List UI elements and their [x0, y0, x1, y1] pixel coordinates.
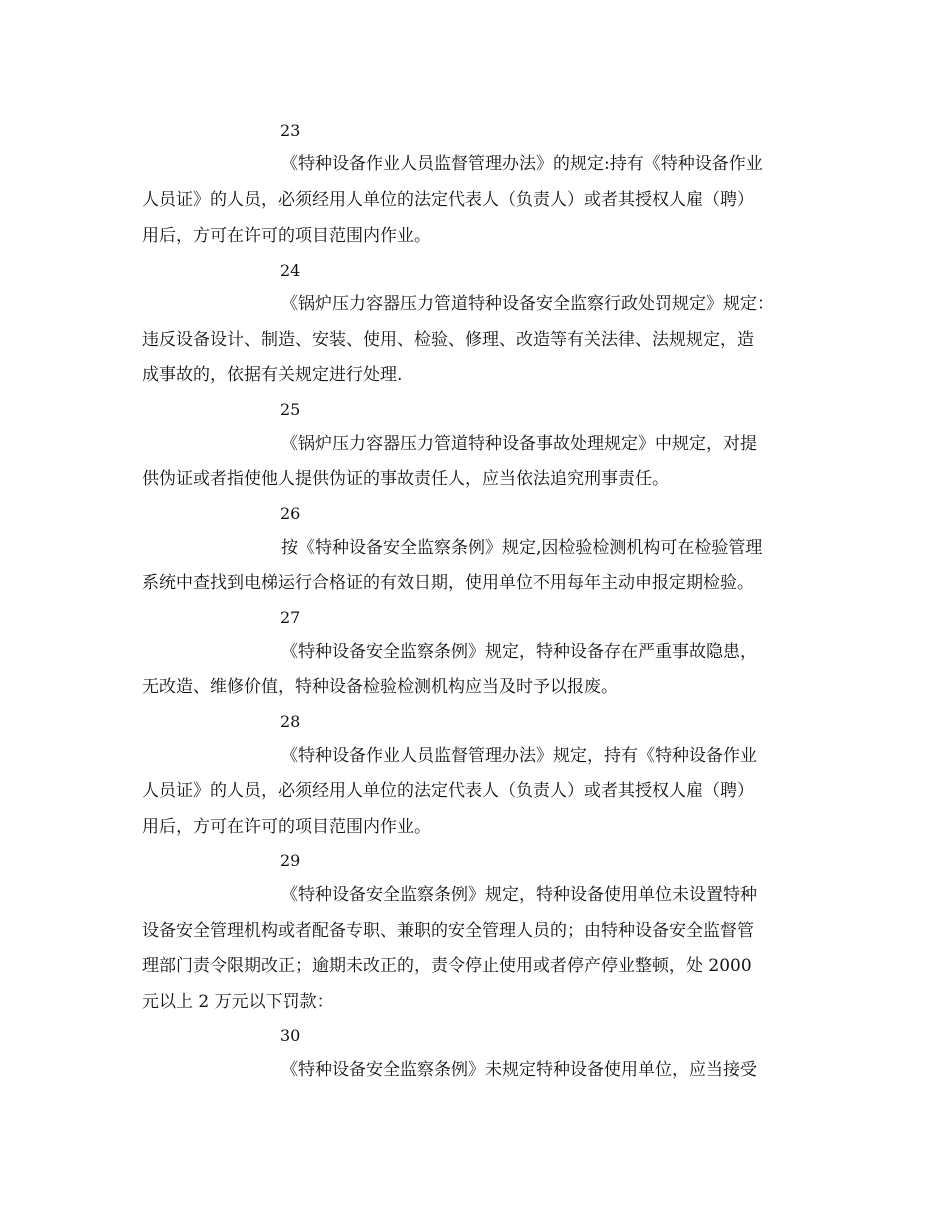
item-number: 30 — [280, 1026, 301, 1045]
paragraph-line: 人员证》的人员，必须经用人单位的法定代表人（负责人）或者其授权人雇（聘） — [142, 781, 754, 801]
item-number: 24 — [280, 261, 301, 280]
paragraph-line: 《特种设备安全监察条例》未规定特种设备使用单位，应当接受 — [281, 1060, 757, 1080]
paragraph-line: 无改造、维修价值，特种设备检验检测机构应当及时予以报废。 — [142, 677, 618, 697]
item-number: 26 — [280, 504, 301, 523]
paragraph-line: 《特种设备作业人员监督管理办法》规定，持有《特种设备作业 — [281, 746, 757, 766]
paragraph-line: 《特种设备作业人员监督管理办法》的规定:持有《特种设备作业 — [281, 154, 763, 174]
item-number: 29 — [280, 851, 301, 870]
paragraph-line: 违反设备设计、制造、安装、使用、检验、修理、改造等有关法律、法规规定，造 — [142, 330, 754, 350]
paragraph-line: 《锅炉压力容器压力管道特种设备安全监察行政处罚规定》规定： — [281, 294, 774, 314]
paragraph-line: 供伪证或者指使他人提供伪证的事故责任人，应当依法追究刑事责任。 — [142, 469, 669, 489]
paragraph-line: 《锅炉压力容器压力管道特种设备事故处理规定》中规定，对提 — [281, 434, 757, 454]
paragraph-line: 按《特种设备安全监察条例》规定,因检验检测机构可在检验管理 — [281, 538, 763, 558]
paragraph-line: 成事故的，依据有关规定进行处理. — [142, 365, 403, 385]
paragraph-line: 《特种设备安全监察条例》规定，特种设备存在严重事故隐患， — [281, 642, 757, 662]
paragraph-line: 《特种设备安全监察条例》规定，特种设备使用单位未设置特种 — [281, 885, 757, 905]
paragraph-line: 用后，方可在许可的项目范围内作业。 — [142, 226, 431, 246]
item-number: 25 — [280, 400, 301, 419]
item-number: 27 — [280, 608, 301, 627]
item-number: 28 — [280, 712, 301, 731]
paragraph-line: 理部门责令限期改正；逾期未改正的，责令停止使用或者停产停业整顿，处 2000 — [142, 956, 752, 976]
paragraph-line: 设备安全管理机构或者配备专职、兼职的安全管理人员的；由特种设备安全监督管 — [142, 921, 754, 941]
paragraph-line: 元以上 2 万元以下罚款： — [142, 992, 334, 1012]
paragraph-line: 系统中查找到电梯运行合格证的有效日期，使用单位不用每年主动申报定期检验。 — [142, 573, 754, 593]
paragraph-line: 人员证》的人员，必须经用人单位的法定代表人（负责人）或者其授权人雇（聘） — [142, 190, 754, 210]
paragraph-line: 用后，方可在许可的项目范围内作业。 — [142, 817, 431, 837]
item-number: 23 — [280, 121, 301, 140]
